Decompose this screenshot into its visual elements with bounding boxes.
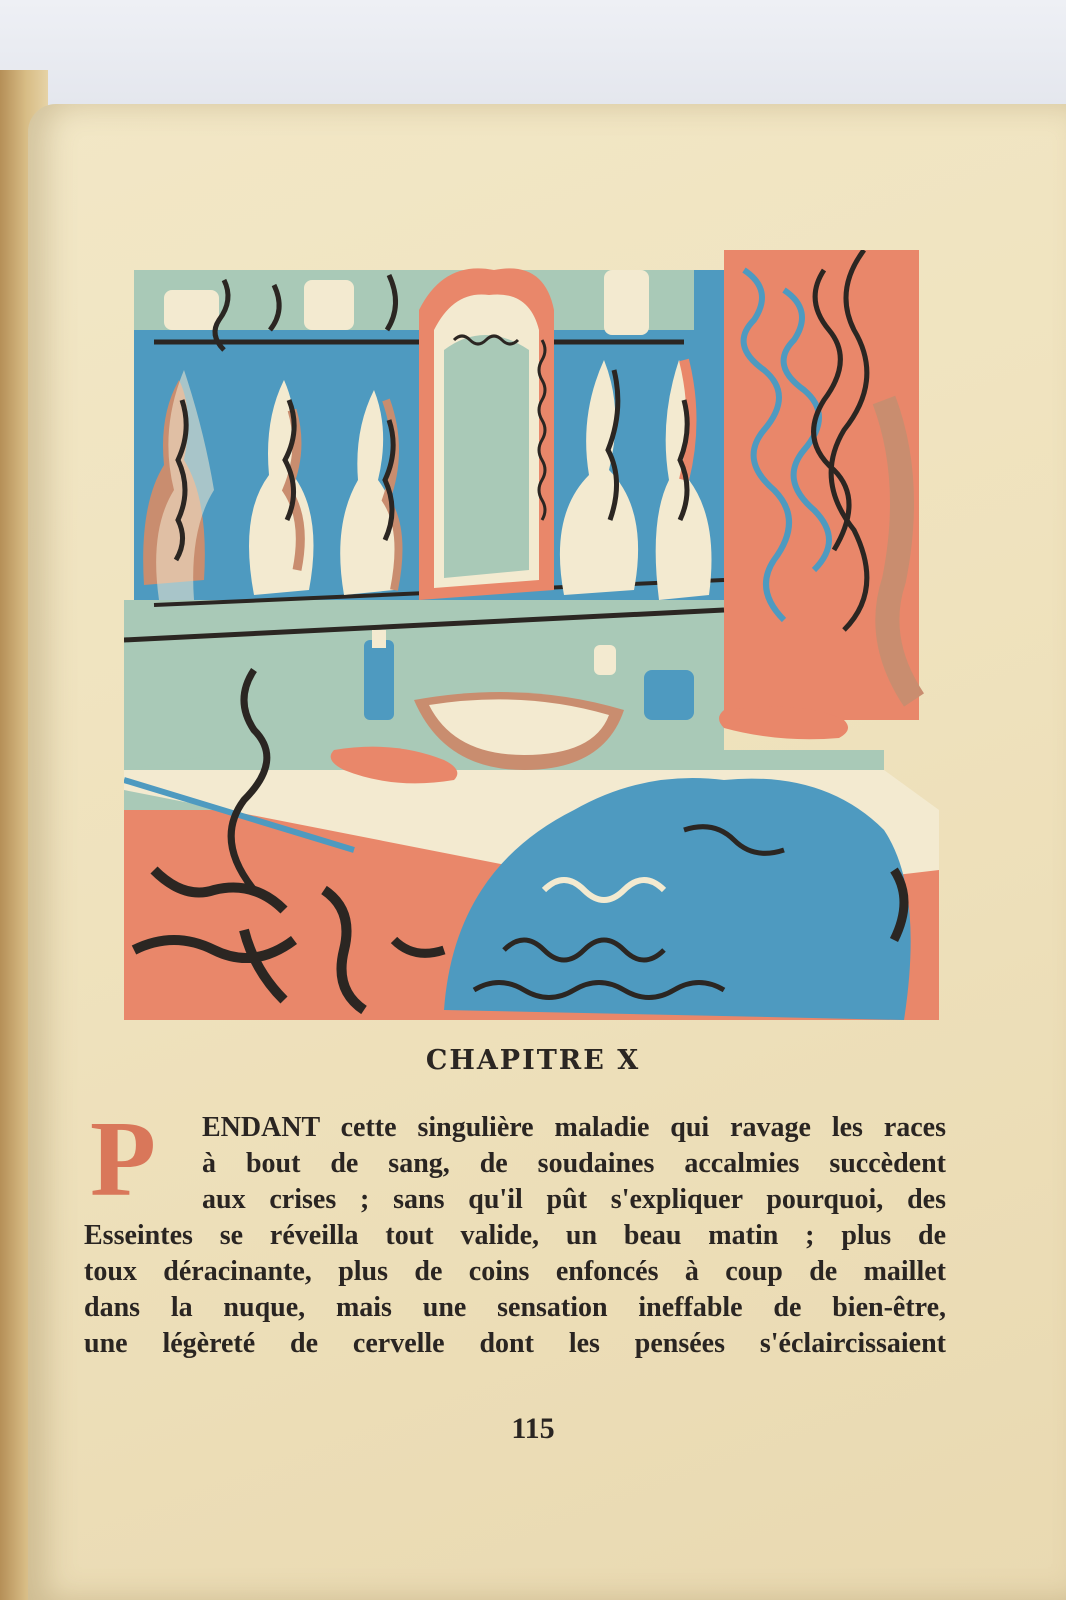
chapter-title: CHAPITRE X	[425, 1045, 641, 1076]
text-line: dans la nuque, mais une sensation ineffable de bien-être,	[84, 1292, 946, 1323]
text-line: une légèreté de cervelle dont les pensées s'éclaircissaient	[84, 1328, 946, 1359]
chapter-illustration	[124, 250, 939, 1020]
text-line: aux crises ; sans qu'il pût s'expliquer pourquoi, des	[202, 1184, 946, 1215]
text-line: à bout de sang, de soudaines accalmies succèdent	[202, 1148, 946, 1179]
drop-cap: P	[90, 1100, 156, 1219]
text-line: Esseintes se réveilla tout valide, un beau matin ; plus de	[84, 1220, 946, 1251]
page-number: 115	[511, 1412, 555, 1445]
text-line: toux déracinante, plus de coins enfoncés à coup de maillet	[84, 1256, 946, 1287]
text-line: ENDANT cette singulière maladie qui ravage les races	[202, 1112, 946, 1143]
